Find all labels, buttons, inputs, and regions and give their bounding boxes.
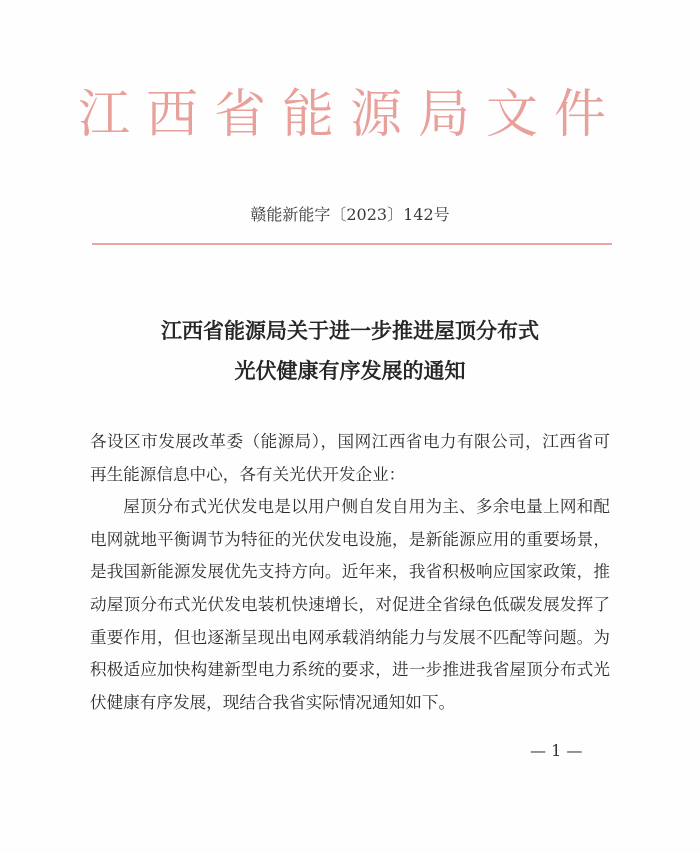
salutation: 各设区市发展改革委（能源局），国网江西省电力有限公司，江西省可再生能源信息中心，各有关光伏开发企业： [90,432,610,484]
issuing-authority-header: 江西省能源局文件 [77,85,622,145]
red-divider-line [92,243,612,245]
body-paragraph: 屋顶分布式光伏发电是以用户侧自发自用为主、多余电量上网和配电网就地平衡调节为特征的光伏发电设施，是新能源应用的重要场景，是我国新能源发展优先支持方向。近年来，我省积极响应国家政策，推动屋顶分布式光伏发电装机快速增长，对促进全省绿色低碳发展发挥了重要作用，但也逐渐呈现出电网承载消纳能力与发展不匹配等问题。为积极适应加快构建新型电力系统的要求，进一步推进我省屋顶分布式光伏健康有序发展，现结合我省实际情况通知如下。 [90,497,610,712]
notice-body [90,426,610,719]
notice-title [0,311,700,391]
notice-title-line-2: 光伏健康有序发展的通知 [234,358,466,383]
document-number: 赣能新能字〔2023〕142号 [250,205,450,224]
page-number: — 1 — [530,741,583,760]
notice-title-line-1: 江西省能源局关于进一步推进屋顶分布式 [161,318,539,343]
